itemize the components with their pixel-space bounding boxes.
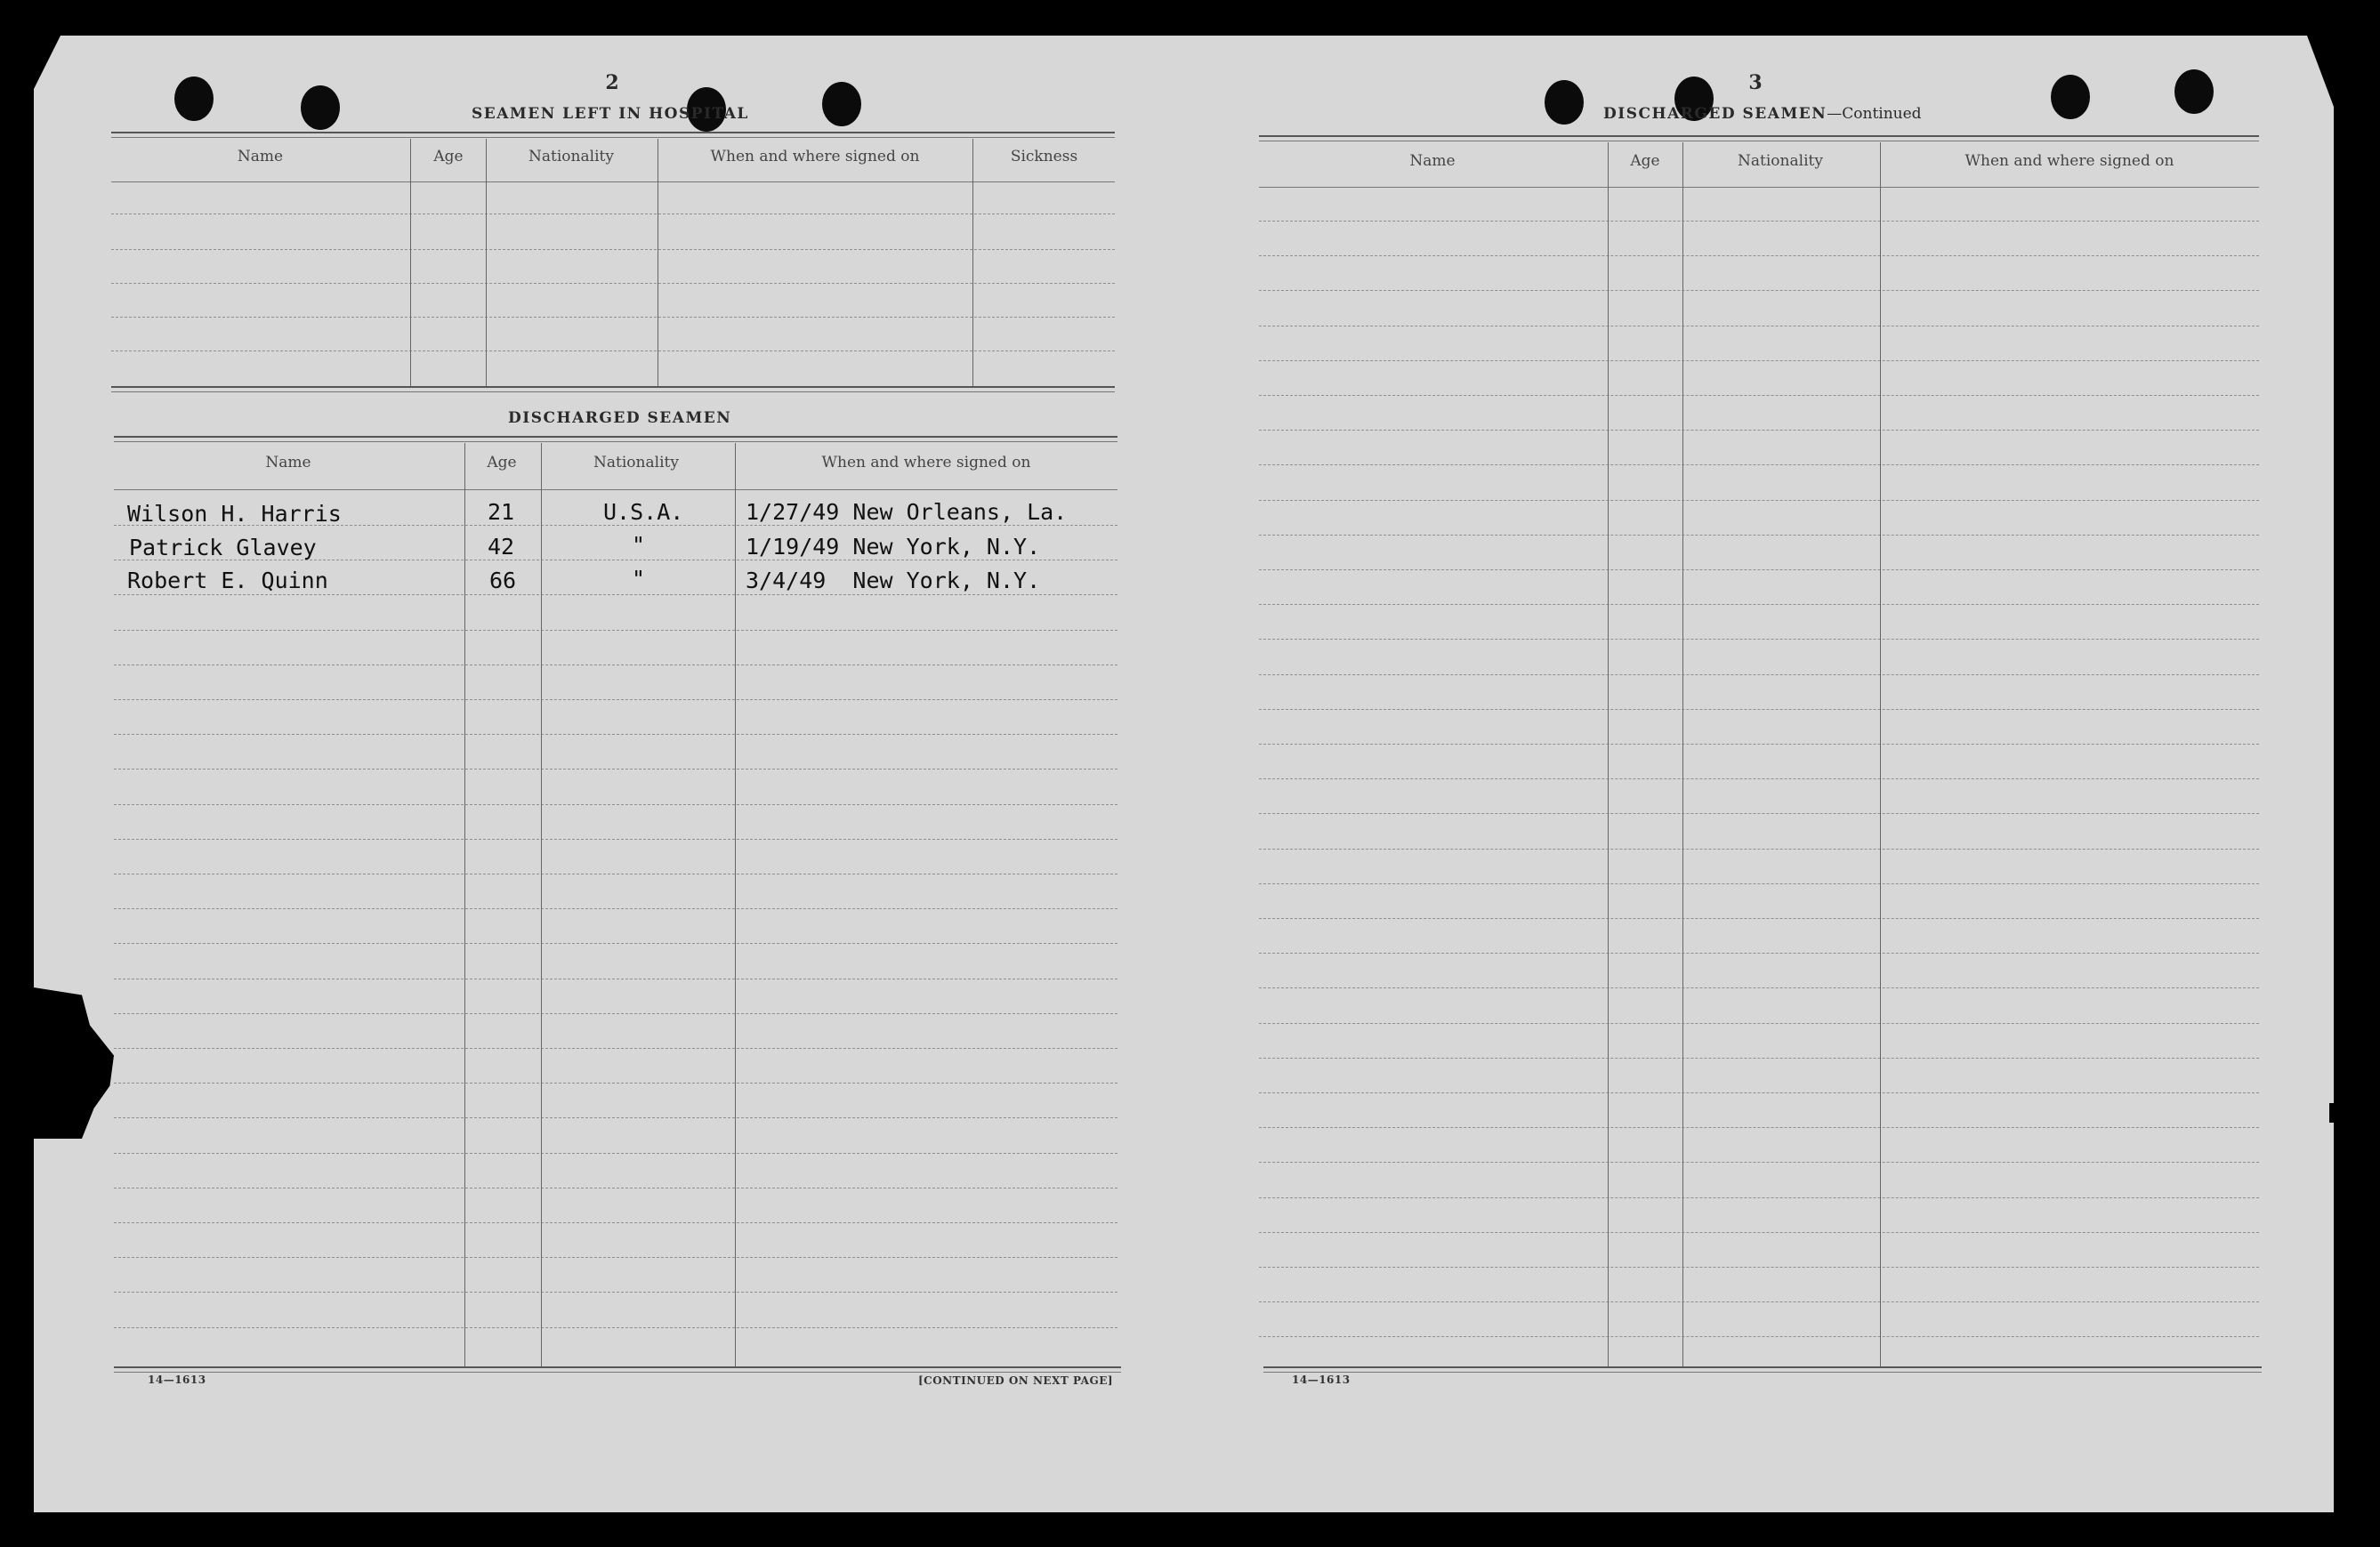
column-divider <box>410 139 411 386</box>
entry-name: Patrick Glavey <box>129 535 317 560</box>
rule <box>114 436 1117 438</box>
form-number-left: 14—1613 <box>148 1374 206 1386</box>
row-rule <box>1259 1267 2259 1268</box>
punch-hole <box>174 77 214 121</box>
column-divider <box>1608 142 1609 1368</box>
row-rule <box>1259 883 2259 884</box>
hospital-col-nationality: Nationality <box>528 148 614 165</box>
row-rule <box>114 1153 1117 1154</box>
row-rule <box>114 1083 1117 1084</box>
rule <box>111 391 1115 392</box>
discharged-col-signed-on: When and where signed on <box>821 454 1031 471</box>
column-divider <box>541 443 542 1368</box>
row-rule <box>114 594 1117 595</box>
page-number-left: 2 <box>605 71 619 94</box>
row-rule <box>111 249 1115 250</box>
right-section-title-suffix: —Continued <box>1827 105 1922 123</box>
row-rule <box>114 1013 1117 1014</box>
rule <box>114 1366 1121 1368</box>
row-rule <box>1259 1127 2259 1128</box>
column-divider <box>486 139 487 386</box>
column-divider <box>1682 142 1683 1368</box>
row-rule <box>1259 221 2259 222</box>
row-rule <box>1259 709 2259 710</box>
form-number-right: 14—1613 <box>1292 1374 1351 1386</box>
right-col-name: Name <box>1409 152 1456 170</box>
row-rule <box>1259 290 2259 291</box>
column-divider <box>972 139 973 386</box>
row-rule <box>114 1257 1117 1258</box>
row-rule <box>114 1117 1117 1118</box>
right-col-nationality: Nationality <box>1738 152 1823 170</box>
column-divider <box>464 443 465 1368</box>
rule <box>111 386 1115 388</box>
row-rule <box>1259 430 2259 431</box>
row-rule <box>111 317 1115 318</box>
edge-mark-right <box>2329 1103 2338 1123</box>
row-rule <box>1259 918 2259 919</box>
discharged-col-nationality: Nationality <box>593 454 679 471</box>
row-rule <box>1259 674 2259 675</box>
row-rule <box>1259 778 2259 779</box>
row-rule <box>1259 1092 2259 1093</box>
row-rule <box>1259 500 2259 501</box>
row-rule <box>111 350 1115 351</box>
hospital-col-signed-on: When and where signed on <box>710 148 920 165</box>
row-rule <box>1259 1301 2259 1302</box>
row-rule <box>114 804 1117 805</box>
row-rule <box>1259 464 2259 465</box>
entry-signed-on: 1/27/49 New Orleans, La. <box>746 499 1068 525</box>
row-rule <box>1259 1197 2259 1198</box>
entry-nationality: U.S.A. <box>603 499 684 525</box>
punch-hole <box>2174 69 2214 114</box>
row-rule <box>1259 813 2259 814</box>
discharged-col-name: Name <box>265 454 311 471</box>
row-rule <box>1259 1058 2259 1059</box>
row-rule <box>1259 535 2259 536</box>
entry-nationality: " <box>632 532 646 558</box>
row-rule <box>1259 1023 2259 1024</box>
row-rule <box>1259 744 2259 745</box>
rule <box>1259 135 2259 137</box>
row-rule <box>111 283 1115 284</box>
page-number-right: 3 <box>1748 71 1763 94</box>
punch-hole <box>1545 80 1584 125</box>
column-divider <box>1880 142 1881 1368</box>
rule <box>111 137 1115 138</box>
row-rule <box>114 699 1117 700</box>
right-col-age: Age <box>1630 152 1660 170</box>
row-rule <box>114 1327 1117 1328</box>
punch-hole <box>2051 75 2090 119</box>
entry-age: 66 <box>489 568 517 593</box>
rule <box>114 441 1117 442</box>
right-col-signed-on: When and where signed on <box>1965 152 2174 170</box>
continued-note: [CONTINUED ON NEXT PAGE] <box>918 1374 1114 1387</box>
row-rule <box>114 1292 1117 1293</box>
entry-nationality: " <box>632 566 646 592</box>
row-rule <box>114 1222 1117 1223</box>
row-rule <box>114 839 1117 840</box>
entry-signed-on: 3/4/49 New York, N.Y. <box>746 568 1041 593</box>
rule <box>1263 1372 2262 1373</box>
rule <box>1259 187 2259 188</box>
right-section-title-text: DISCHARGED SEAMEN <box>1603 105 1827 123</box>
row-rule <box>114 908 1117 909</box>
row-rule <box>1259 1336 2259 1337</box>
discharged-section-title: DISCHARGED SEAMEN <box>508 409 732 427</box>
row-rule <box>1259 395 2259 396</box>
entry-name: Wilson H. Harris <box>127 501 342 527</box>
row-rule <box>114 734 1117 735</box>
rule <box>114 1372 1121 1373</box>
hospital-col-name: Name <box>237 148 284 165</box>
row-rule <box>1259 953 2259 954</box>
hospital-section-title: SEAMEN LEFT IN HOSPITAL <box>472 105 749 123</box>
rule <box>114 489 1117 490</box>
discharged-col-age: Age <box>487 454 517 471</box>
right-section-title <box>1603 105 1922 123</box>
row-rule <box>114 630 1117 631</box>
row-rule <box>1259 1232 2259 1233</box>
document-sheet <box>34 36 2334 1512</box>
rule <box>1263 1366 2262 1368</box>
entry-name: Robert E. Quinn <box>127 568 328 593</box>
row-rule <box>1259 360 2259 361</box>
row-rule <box>1259 639 2259 640</box>
row-rule <box>114 1048 1117 1049</box>
entry-age: 42 <box>488 534 515 560</box>
row-rule <box>1259 569 2259 570</box>
row-rule <box>1259 255 2259 256</box>
column-divider <box>735 443 736 1368</box>
rule <box>111 181 1115 182</box>
rule <box>111 132 1115 133</box>
hospital-col-age: Age <box>433 148 464 165</box>
row-rule <box>1259 987 2259 988</box>
punch-hole <box>822 82 861 126</box>
punch-hole <box>301 85 340 130</box>
hospital-col-sickness: Sickness <box>1010 148 1078 165</box>
row-rule <box>114 943 1117 944</box>
row-rule <box>1259 849 2259 850</box>
row-rule <box>1259 604 2259 605</box>
row-rule <box>1259 1162 2259 1163</box>
entry-age: 21 <box>488 499 515 525</box>
entry-signed-on: 1/19/49 New York, N.Y. <box>746 534 1041 560</box>
